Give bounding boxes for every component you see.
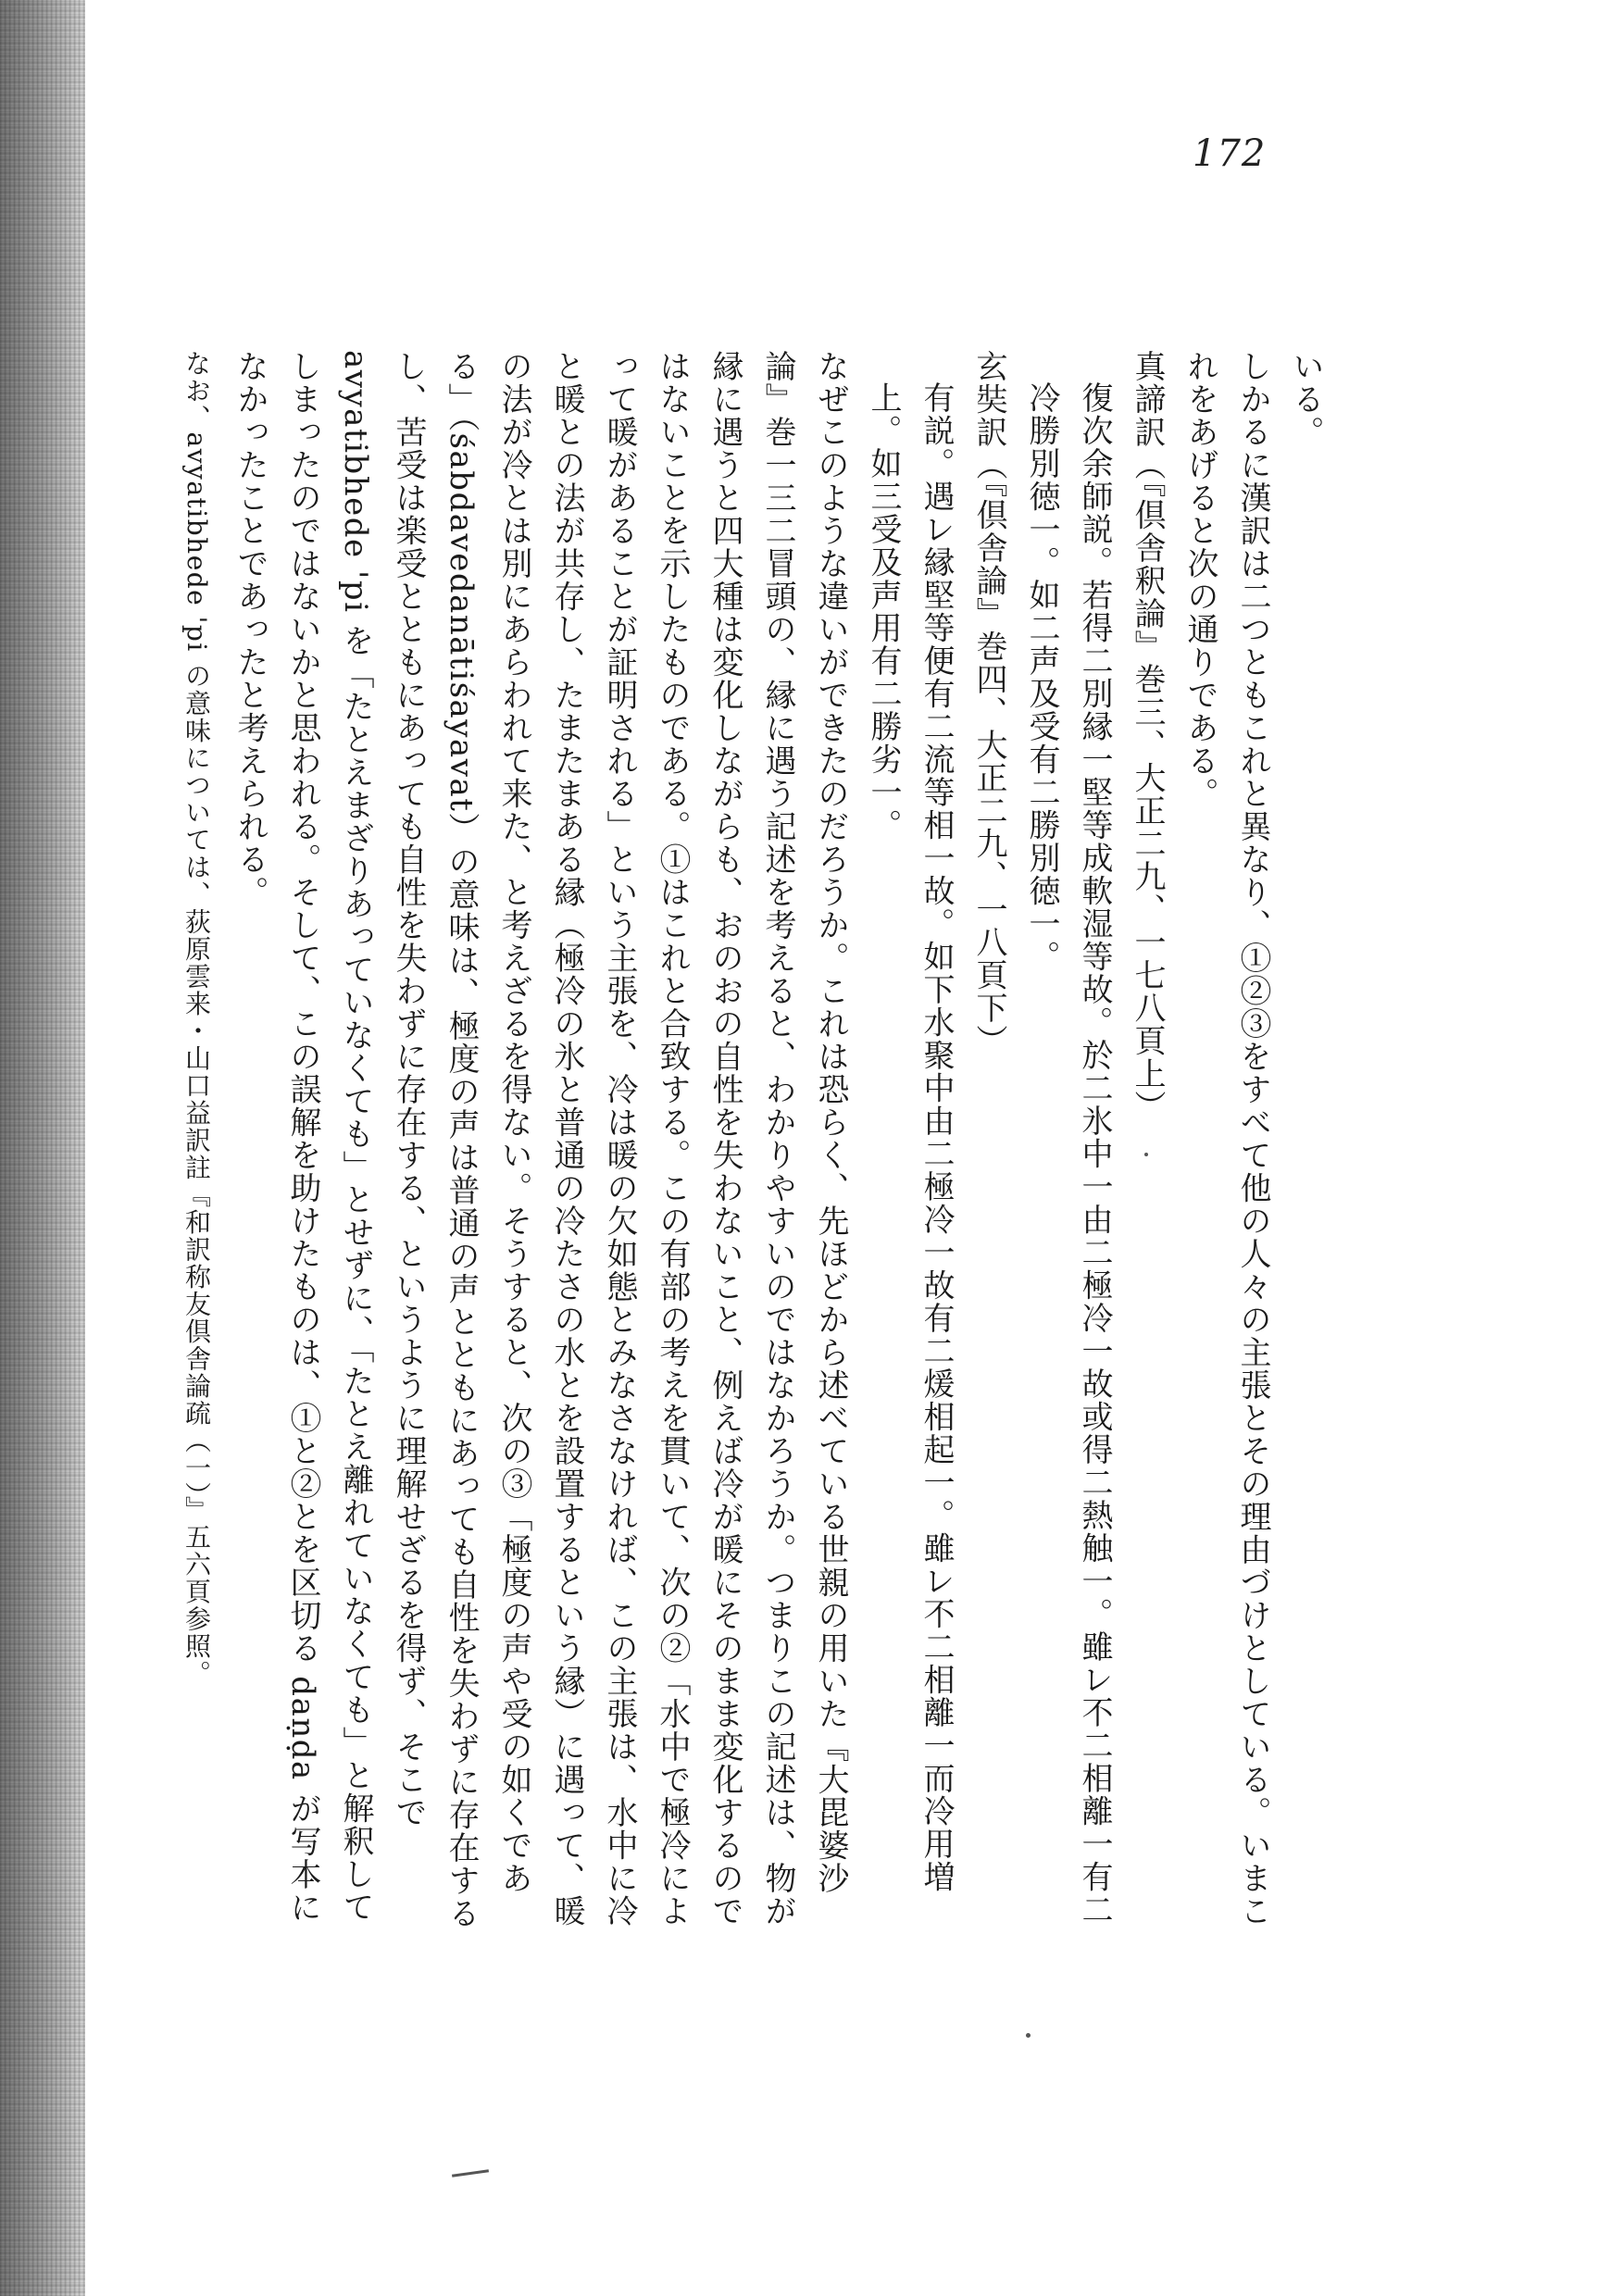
paragraph-analysis: なぜこのような違いができたのだろうか。これは恐らく、先ほどから述べている世親の用いた『大毘婆沙論』巻一三二冒頭の、縁に遇う記述を考えると、わかりやすいのではなかろうか。つまりこの記述は、物が縁に遇うと四大種は変化しながらも、おのおの自性を失わないこと、例えば冷が暖にそのまま変化するのではないことを示したものである。①はこれと合致する。この有部の考えを貫いて、次の②「水中で極冷によって暖があることが証明される」という主張を、冷は暖の欠如態とみなさなければ、この主張は、水中に冷と暖との法が共存し、たまたまある縁（極冷の氷と普通の冷たさの水とを設置するという縁）に遇って、暖の法が冷とは別にあらわれて来た、と考えざるを得ない。そうすると、次の③「極度の声や受の如くである」（śabdavedanātiśayavat）の意味は、極度の声は普通の声とともにあっても自性を失わずに存在するし、苦受は楽受とともにあっても自性を失わずに存在する、というように理解せざるを得ず、そこで avyatibhede 'pi を「たとえまざりあっていなくても」とせずに、「たとえ離れていなくても」と解釈してしまったのではないかと思われる。そして、この誤解を助けたものは、①と②とを区切る daṇḍa が写本になかったことであったと考えられる。 — [231, 350, 849, 1930]
body-text — [170, 350, 1331, 1942]
citation-shindai: 真諦訳（『倶舎釈論』巻三、大正二九、一七八頁上） — [1129, 350, 1166, 1123]
page-number: 172 — [1193, 132, 1267, 175]
quote-genjo: 有説。遇レ縁堅等便有二流等相一故。如下水聚中由二極冷一故有二煖相起一。雖レ不二相離一而冷用増上。如三受及声用有二勝劣一。 — [865, 381, 955, 1893]
paragraph-1: いる。 — [1287, 350, 1324, 449]
quote-shindai: 復次余師説。若得二別縁一堅等成軟湿等故。於二氷中一由二極冷一故或得二熱触一。雖レ不二相離一有二冷勝別徳一。如二声及受有二勝別徳一。 — [1023, 381, 1113, 1927]
footnote: なお、avyatibhede 'pi の意味については、荻原雲来・山口益訳註『和訳称友倶舎論疏（一）』五六頁参照。 — [181, 350, 212, 1688]
scan-speck — [452, 2169, 489, 2177]
paragraph-2: しかるに漢訳は二つともこれと異なり、①②③をすべて他の人々の主張とその理由づけとしている。いまこれをあげると次の通りである。 — [1181, 350, 1271, 1928]
citation-genjo: 玄奘訳（『倶舎論』巻四、大正二九、一八頁下） — [970, 350, 1007, 1057]
scan-shadow-edge — [0, 0, 85, 2296]
scan-speck — [1026, 2033, 1031, 2038]
scan-speck — [1144, 1153, 1148, 1156]
